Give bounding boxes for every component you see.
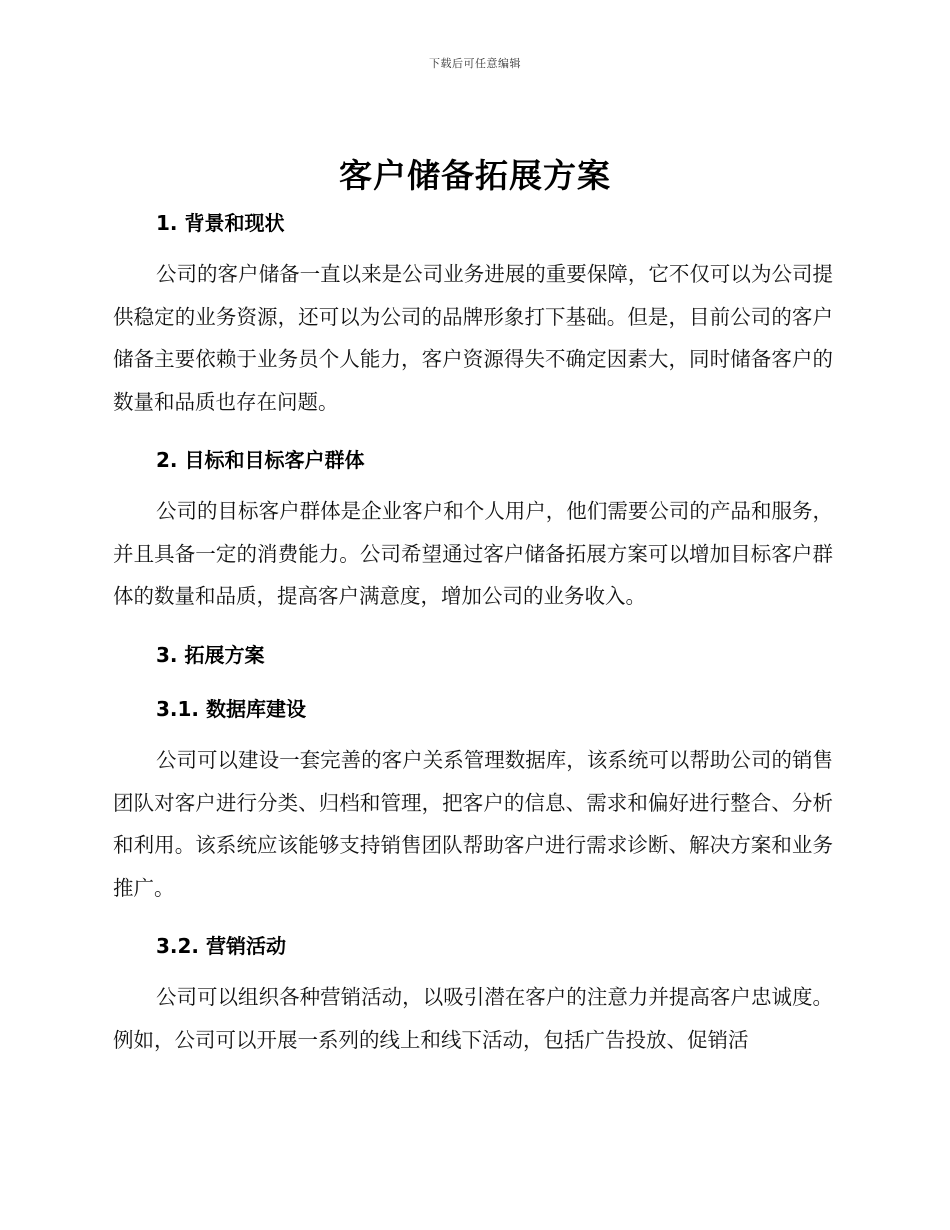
section-heading-3: 3. 拓展方案 (156, 643, 265, 667)
section-paragraph-3-1: 公司可以建设一套完善的客户关系管理数据库，该系统可以帮助公司的销售团队对客户进行分类、归档和管理，把客户的信息、需求和偏好进行整合、分析和利用。该系统应该能够支持销售团队帮助客户进行需求诊断、解决方案和业务推广。 (113, 748, 833, 900)
section-heading-3-2: 3.2. 营销活动 (156, 934, 286, 958)
section-paragraph-3-2: 公司可以组织各种营销活动，以吸引潜在客户的注意力并提高客户忠诚度。例如，公司可以开展一系列的线上和线下活动，包括广告投放、促销活 (113, 985, 833, 1052)
header-note: 下载后可任意编辑 (429, 57, 521, 70)
document-title: 客户储备拓展方案 (339, 156, 611, 195)
section-heading-1: 1. 背景和现状 (156, 211, 285, 235)
section-paragraph-2: 公司的目标客户群体是企业客户和个人用户，他们需要公司的产品和服务，并且具备一定的消费能力。公司希望通过客户储备拓展方案可以增加目标客户群体的数量和品质，提高客户满意度，增加公司的业务收入。 (113, 499, 833, 608)
section-heading-3-1: 3.1. 数据库建设 (156, 697, 306, 721)
section-paragraph-1: 公司的客户储备一直以来是公司业务进展的重要保障，它不仅可以为公司提供稳定的业务资源，还可以为公司的品牌形象打下基础。但是，目前公司的客户储备主要依赖于业务员个人能力，客户资源得失不确定因素大，同时储备客户的数量和品质也存在问题。 (113, 262, 833, 414)
section-heading-2: 2. 目标和目标客户群体 (156, 448, 365, 472)
